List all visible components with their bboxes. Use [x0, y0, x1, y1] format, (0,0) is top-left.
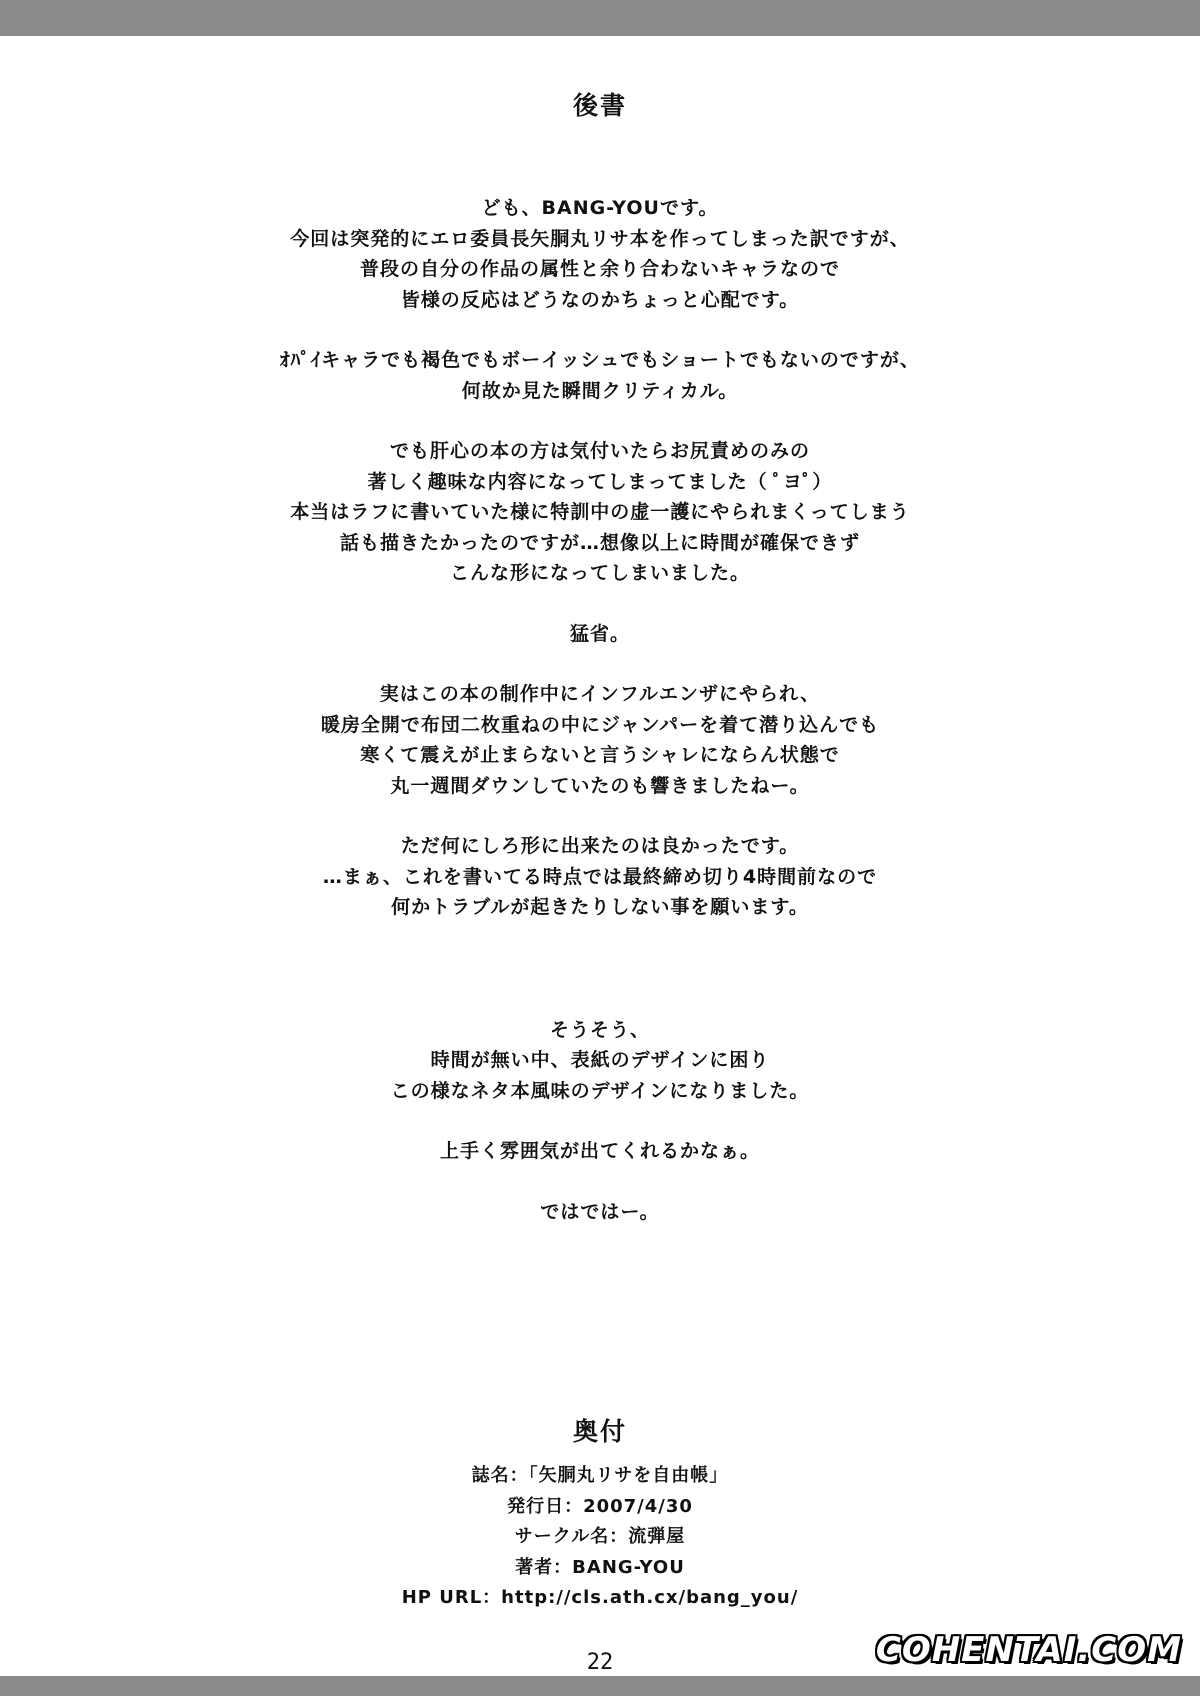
postscript-3	[0, 1197, 1200, 1228]
colophon-hp-url: HP URL：http://cls.ath.cx/bang_you/	[401, 1587, 799, 1608]
colophon-publish-date: 発行日：2007/4/30	[507, 1495, 693, 1517]
text-line: 著しく趣味な内容になってしまってました（ ﾟヨﾟ）	[367, 470, 833, 493]
text-line: ではではー。	[540, 1200, 660, 1223]
text-line: 猛省。	[569, 622, 630, 645]
text-line: 本当はラフに書いていた様に特訓中の虚一護にやられまくってしまう	[290, 501, 910, 523]
text-line: 話も描きたかったのですが…想像以上に時間が確保できず	[339, 531, 860, 554]
colophon-author: 著者：BANG-YOU	[515, 1556, 685, 1578]
colophon-title: 奥付	[572, 1417, 627, 1446]
site-watermark: COHENTAI.COM	[875, 1630, 1182, 1670]
text-line: こんな形になってしまいました。	[449, 562, 750, 584]
text-line: 何故か見た瞬間クリティカル。	[461, 379, 739, 402]
page-number: 22	[586, 1650, 614, 1675]
text-line: 実はこの本の制作中にインフルエンザにやられ、	[379, 683, 821, 705]
text-line: …まぁ、これを書いてる時点では最終締め切り4時間前なので	[322, 865, 878, 888]
paragraph-4	[0, 619, 1200, 650]
paragraph-5	[0, 679, 1200, 801]
paragraph-1	[0, 193, 1200, 315]
text-line: 今回は突発的にエロ委員長矢胴丸リサ本を作ってしまった訳ですが、	[290, 227, 910, 250]
paragraph-6	[0, 831, 1200, 923]
text-line: ども、BANG-YOUです。	[481, 197, 719, 219]
afterword-body	[0, 193, 1200, 1227]
text-line: 普段の自分の作品の属性と余り合わないキャラなので	[359, 258, 840, 280]
postscript-2	[0, 1136, 1200, 1167]
text-line: そうそう、	[549, 1018, 650, 1041]
text-line: でも肝心の本の方は気付いたらお尻責めのみの	[389, 440, 810, 462]
paragraph-2	[0, 345, 1200, 406]
postscript-1	[0, 1015, 1200, 1107]
text-line: 上手く雰囲気が出てくれるかなぁ。	[439, 1140, 760, 1162]
colophon-book-title: 誌名：「矢胴丸リサを自由帳」	[471, 1465, 729, 1486]
colophon-circle-name: サークル名：流弾屋	[514, 1526, 686, 1547]
bottom-border	[0, 1676, 1200, 1696]
text-line: ｵﾊﾟｲキャラでも褐色でもボーイッシュでもショートでもないのですが、	[280, 349, 920, 371]
text-line: 皆様の反応はどうなのかちょっと心配です。	[400, 288, 800, 311]
afterword-title: 後書	[572, 91, 627, 120]
text-line: 寒くて震えが止まらないと言うシャレにならん状態で	[360, 744, 840, 766]
text-line: 何かトラブルが起きたりしない事を願います。	[391, 896, 809, 918]
text-line: ただ何にしろ形に出来たのは良かったです。	[400, 835, 800, 857]
text-line: この様なネタ本風味のデザインになりました。	[390, 1079, 810, 1102]
text-line: 暖房全開で布団二枚重ねの中にジャンパーを着て潜り込んでも	[320, 713, 880, 736]
text-line: 時間が無い中、表紙のデザインに困り	[430, 1049, 770, 1071]
text-line: 丸一週間ダウンしていたのも響きましたねー。	[390, 774, 810, 797]
paragraph-3	[0, 436, 1200, 589]
colophon-block	[0, 1461, 1200, 1614]
top-border	[0, 0, 1200, 36]
